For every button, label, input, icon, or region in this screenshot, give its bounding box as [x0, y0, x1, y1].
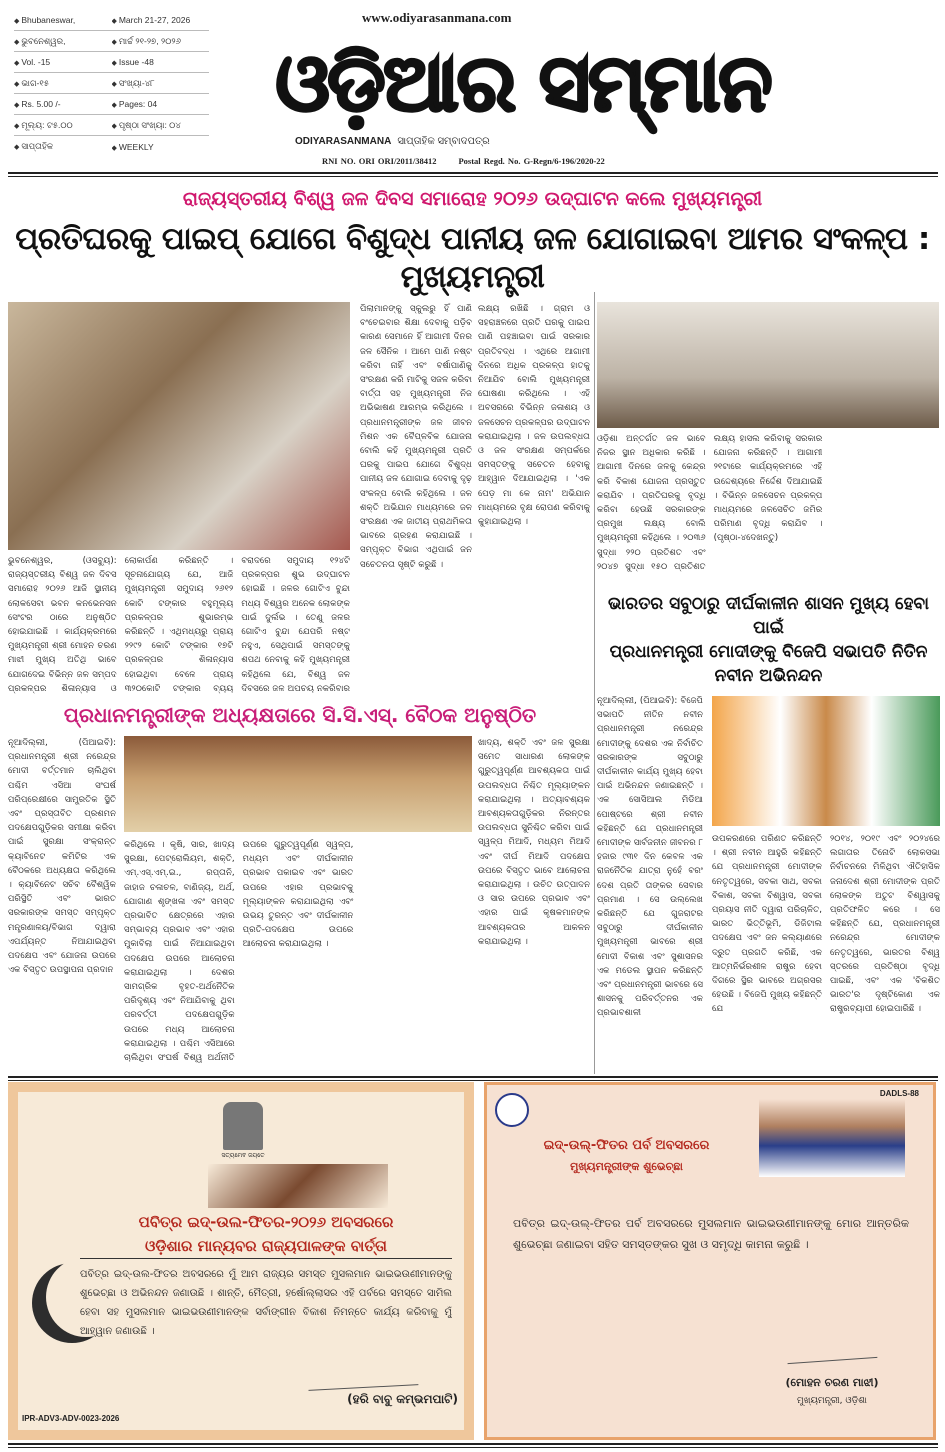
modi-body-2: ଉପକରଣରେ ପରିଣତ କରିଛନ୍ତି । ଶ୍ରୀ ନବୀନ ଆହୁରି କହିଛନ୍ତି ଯେ ପ୍ରଧାନମନ୍ତ୍ରୀ ମୋଦୀଙ୍କ ନେତୃତ୍ୱରେ, ସବକା ସାଥ, ସବକା ବିକାଶ, ସବକା ବିଶ୍ୱାସ, ସବକା ପ୍ରୟାସ ନୀତି ଦ୍ୱାରା ପରିଚାଳିତ, ଭାରତ ଭିତ୍ତିଭୂମି, ଡିଜିଟାଲ ପଦକ୍ଷେପ ଏବଂ ଜନ କଲ୍ୟାଣରେ ଦ୍ରୁତ ପ୍ରଗତି କରିଛି, ଏକ ଆତ୍ମନିର୍ଭରଶୀଳ ରାଷ୍ଟ୍ର ହେବା ଦିଗରେ ସ୍ଥିର ଭାବରେ ଅଗ୍ରସର ହେଉଛି । ବିଜେପି ମୁଖ୍ୟ କହିଛନ୍ତି ଯେ — [712, 834, 822, 1015]
registration-info — [322, 156, 605, 166]
masthead-logo: ଓଡ଼ିଆର ସମ୍ମାନ — [275, 39, 771, 129]
modi-body-3: ୨୦୧୪, ୨୦୧୯ ଏବଂ ୨୦୨୪ରେ ଲଗାତାର ତିନୋଟି ଲୋକସଭା ନିର୍ବାଚନରେ ମିଳିଥିବା ଐତିହାସିକ ଜନାଦେଶ ଶ୍ରୀ ମୋଦୀଙ୍କ ପ୍ରତି ଲୋକଙ୍କ ଅତୁଟ ବିଶ୍ୱାସକୁ ପ୍ରତିଫଳିତ କରେ । ସେ କହିଛନ୍ତି ଯେ, ପ୍ରଧାନମନ୍ତ୍ରୀ ନରେନ୍ଦ୍ର ମୋଦୀଙ୍କ ନେତୃତ୍ୱରେ, ଭାରତର ବିଶ୍ୱ ସ୍ତରରେ ପ୍ରତିଷ୍ଠା ବୃଦ୍ଧି ପାଇଛି, ଏବଂ ଏକ 'ବିକଶିତ ଭାରତ'ର ଦୃଷ୍ଟିକୋଣ ଏକ ରାଷ୍ଟ୍ରବ୍ୟାପୀ ହୋଇପାରିଛି । — [830, 834, 940, 1015]
issue-or: ◆ ସଂଖ୍ୟା-୪୮ — [112, 78, 210, 89]
lead-body-3: ଲକ୍ଷ୍ୟ ରଖିଛି । ଗ୍ରାମ ଓ ସହରାଞ୍ଚଳରେ ପ୍ରତି ଘରକୁ ପାଇପ ପାଣି ପହଞ୍ଚାଇବା ପାଇଁ ସରକାର ପ୍ରତିବଦ୍ଧ । ଏଥିରେ ଆଗାମୀ ଦିନରେ ଅଧିକ ପ୍ରକଳ୍ପ ହାତକୁ ନିଆଯିବ ବୋଲି ମୁଖ୍ୟମନ୍ତ୍ରୀ ଘୋଷଣା କରିଥିଲେ । ଏହି ଅବସରରେ ବିଭିନ୍ନ ଜଳାଶୟ ଓ ଜଳସେଚନ ପ୍ରକଳ୍ପର ଉଦ୍‌ଘାଟନ କରାଯାଇଥିଲା । ଜଳ ଉପଲବ୍ଧତା ଓ ଜଳ ସଂରକ୍ଷଣ ସମ୍ପର୍କରେ ସମସ୍ତଙ୍କୁ ସଚେତନ ହେବାକୁ ଆହ୍ୱାନ ଦିଆଯାଇଥିଲା । 'ଏକ ପେଡ଼ ମା କେ ନାମ' ଅଭିଯାନ ମାଧ୍ୟମରେ ବୃକ୍ଷ ରୋପଣ କରିବାକୁ କୁହାଯାଇଥିଲା । — [478, 304, 590, 528]
volume-or: ◆ ଭାଗ-୧୫ — [14, 78, 112, 89]
date-en: ◆ March 21-27, 2026 — [112, 15, 210, 25]
cm-ad-title — [499, 1135, 754, 1177]
paper-name-en: ODIYARASANMANA — [295, 136, 392, 147]
masthead-subtitle — [295, 136, 490, 147]
cm-ad-text — [499, 1135, 909, 1335]
governor-ad-code: IPR-ADV3-ADV-0023-2026 — [22, 1414, 120, 1423]
issue-en: ◆ Issue -48 — [112, 57, 210, 67]
lead-headline: ପ୍ରତିଘରକୁ ପାଇପ୍ ଯୋଗେ ବିଶୁଦ୍ଧ ପାନୀୟ ଜଳ ଯୋଗାଇବା ଆମର ସଂକଳ୍ପ : ମୁଖ୍ୟମନ୍ତ୍ରୀ — [15, 221, 930, 295]
cm-signature — [787, 1344, 878, 1364]
cm-name: (ମୋହନ ଚରଣ ମାଝୀ) — [785, 1376, 879, 1389]
rni-number: RNI NO. ORI ORI/2011/38412 — [322, 156, 437, 166]
ccs-headline: ପ୍ରଧାନମନ୍ତ୍ରୀଙ୍କ ଅଧ୍ୟକ୍ଷତାରେ ସି.ସି.ଏସ୍. ବୈଠକ ଅନୁଷ୍ଠିତ — [63, 703, 537, 727]
ads-divider — [8, 1076, 938, 1081]
price-or: ◆ ମୂଲ୍ୟ: ଟ୫.୦୦ — [14, 120, 112, 131]
frequency-or: ◆ ସାପ୍ତାହିକ — [14, 141, 112, 152]
pages-or: ◆ ପୃଷ୍ଠା ସଂଖ୍ୟା: ୦୪ — [112, 120, 210, 131]
city-or: ◆ ଭୁବନେଶ୍ୱର, — [14, 36, 112, 47]
governor-ad-title — [80, 1210, 452, 1259]
ccs-middle — [124, 736, 472, 1074]
governor-name: (ହରି ବାବୁ କମ୍ଭମପାଟି) — [347, 1392, 458, 1406]
modi-headline-line2: ପ୍ରଧାନମନ୍ତ୍ରୀ ମୋଦୀଙ୍କୁ ବିଜେପି ସଭାପତି ନିତିନ ନବୀନ ଅଭିନନ୍ଦନ — [609, 642, 928, 686]
modi-story — [597, 592, 940, 1074]
photo-cm-inauguration — [8, 302, 350, 550]
volume-en: ◆ Vol. -15 — [14, 57, 112, 67]
lead-body-2: ପିଲାମାନଙ୍କୁ ସ୍କୁଲରୁ ହିଁ ପାଣି ବଂଚେଇବାର ଶିକ୍ଷା ଦେବାକୁ ପଡ଼ିବ କାରଣ ସେମାନେ ହିଁ ଆଗାମୀ ଦିନର ଜଳ ସୈନିକ । ଆମେ ପାଣି ନଷ୍ଟ କରିବା ନାହିଁ ଏବଂ ବର୍ଷାପାଣିକୁ ସଂରକ୍ଷଣ କରି ମାଟିକୁ ସଜଳ କରିବା ବାର୍ତ୍ତା ସହ ମୁଖ୍ୟମନ୍ତ୍ରୀ ନିଜ ଅଭିଭାଷଣ ଆରମ୍ଭ କରିଥିଲେ । ପ୍ରଧାନମନ୍ତ୍ରୀଙ୍କ ଜଳ ଜୀବନ ମିଶନ ଏକ ବୈପ୍ଳବିକ ଯୋଜନା ବୋଲି କହି ମୁଖ୍ୟମନ୍ତ୍ରୀ ପ୍ରତି ଘରକୁ ପାଇପ ଯୋଗେ ବିଶୁଦ୍ଧ ପାନୀୟ ଜଳ ଯୋଗାଇ ଦେବାକୁ ଦୃଢ଼ ସଂକଳ୍ପ ବୋଲି କହିଥିଲେ । ଜଳ ଶକ୍ତି ଅଭିଯାନ ମାଧ୍ୟମରେ ଜଳ ସଂରକ୍ଷଣ ଏକ ଜାତୀୟ ପ୍ରାଥମିକତା ଭାବରେ ଗ୍ରହଣ କରାଯାଇଛି । ସମ୍ପୃକ୍ତ ବିଭାଗ ଏଥିପାଇଁ ଜନ ସଚେତନତା ସୃଷ୍ଟି କରୁଛି । — [360, 304, 472, 570]
photo-governor — [208, 1164, 388, 1208]
odisha-emblem-icon — [495, 1093, 529, 1127]
lead-kicker: ରାଜ୍ୟସ୍ତରୀୟ ବିଶ୍ୱ ଜଳ ଦିବସ ସମାରୋହ ୨୦୨୬ ଉଦ୍‌ଘାଟନ କଲେ ମୁଖ୍ୟମନ୍ତ୍ରୀ — [182, 188, 763, 210]
governor-signature — [308, 1367, 419, 1391]
national-emblem-icon — [223, 1102, 263, 1150]
lead-body-4: ଓଡ଼ିଶା ଅନ୍ତର୍ଗତ ଜଳ ଭାବେ ନିଜର ସ୍ଥାନ ଅଧିକାର କରିଛି । ଆଗାମୀ ଦିନରେ ଜଳକୁ କେନ୍ଦ୍ର କରି ବିକାଶ ଯୋଜନା ପ୍ରସ୍ତୁତ କରାଯିବ । ପ୍ରତିଘରକୁ ବୃଦ୍ଧି କରିବା ହେଉଛି ସରକାରଙ୍କ ପ୍ରମୁଖ ଲକ୍ଷ୍ୟ ବୋଲି ମୁଖ୍ୟମନ୍ତ୍ରୀ କହିଥିଲେ । ୨୦୩୬ ସୁଦ୍ଧା ୨୨୦ ପ୍ରତିଶତ ଏବଂ ୨୦୪୭ ସୁଦ୍ଧା ୧୫୦ ପ୍ରତିଶତ ଲକ୍ଷ୍ୟ ହାସଲ କରିବାକୁ ସରକାର ଯୋଜନା କରିଛନ୍ତି । ଆଗାମୀ ୨୧ଟାରେ କାର୍ଯ୍ୟକ୍ରମରେ ଏହି ଉଦ୍ଦେଶ୍ୟରେ ନିର୍ଦ୍ଦେଶ ଦିଆଯାଇଛି । ବିଭିନ୍ନ ଜଳସେଚନ ପ୍ରକଳ୍ପ ମାଧ୍ୟମରେ ଜଳସେଚିତ ଜମିର ପରିମାଣ ବୃଦ୍ଧି କରାଯିବ । (ପୃଷ୍ଠା-୪ଦେଖନ୍ତୁ) — [597, 434, 823, 572]
modi-headline-line1: ଭାରତର ସବୁଠାରୁ ଦୀର୍ଘକାଳୀନ ଶାସନ ମୁଖ୍ୟ ହେବା ପାଇଁ — [608, 594, 929, 638]
column-rule — [594, 292, 595, 1074]
governor-ad-text — [80, 1210, 452, 1366]
city-en: ◆ Bhubaneswar, — [14, 15, 112, 25]
header-divider — [8, 172, 938, 177]
governor-ad — [8, 1082, 474, 1440]
postal-reg: Postal Regd. No. G-Regn/6-196/2020-22 — [458, 156, 605, 166]
governor-ad-body: ପବିତ୍ର ଇଦ୍-ଉଲ-ଫିତର ଅବସରରେ ମୁଁ ଆମ ରାଜ୍ୟର ସମସ୍ତ ମୁସଲମାନ ଭାଇଭଉଣୀମାନଙ୍କୁ ଶୁଭେଚ୍ଛା ଓ ଅଭିନନ୍ଦନ ଜଣାଉଛି । ଶାନ୍ତି, ମୈତ୍ରୀ, ହର୍ଷୋଲ୍ଲାସର ଏହି ପର୍ବରେ ସମସ୍ତେ ସାମିଲ ହେବା ସହ ମୁସଲମାନ ଭାଇଭଉଣୀମାନଙ୍କ ସର୍ବାଙ୍ଗୀନ ବିକାଶ ନିମନ୍ତେ କାର୍ଯ୍ୟ କରିବାକୁ ମୁଁ ଆହ୍ୱାନ ଜଣାଉଛି । — [80, 1269, 452, 1337]
photo-ccs-meeting — [124, 736, 472, 832]
cm-ad — [484, 1082, 936, 1440]
modi-body-1: ନୂଆଦିଲ୍ଲୀ, (ପିଆଇବି): ବିଜେପି ସଭାପତି ନୀତିନ ନବୀନ ପ୍ରଧାନମନ୍ତ୍ରୀ ନରେନ୍ଦ୍ର ମୋଦୀଙ୍କୁ ଦେଶର ଏକ ନିର୍ବାଚିତ ସରକାରଙ୍କ ସବୁଠାରୁ ଦୀର୍ଘକାଳୀନ କାର୍ଯ୍ୟ ମୁଖ୍ୟ ହେବା ପାଇଁ ଅଭିନନ୍ଦନ ଜଣାଇଛନ୍ତି । ଏକ ସୋସିଆଲ ମିଡିଆ ପୋଷ୍ଟରେ ଶ୍ରୀ ନବୀନ କହିଛନ୍ତି ଯେ ପ୍ରଧାନମନ୍ତ୍ରୀ ମୋଦୀଙ୍କ ସାର୍ବଜନୀନ ଜୀବନର ୮ ହଜାର ୯୩୧ ଦିନ କେବଳ ଏକ ରାଜନୈତିକ ଯାତ୍ରା ନୁହେଁ ବରଂ ଦେଶ ପ୍ରତି ତାଙ୍କର ସେବାର ପ୍ରମାଣ । ସେ ଉଲ୍ଲେଖ କରିଛନ୍ତି ଯେ ଗୁଜରାଟର ସବୁଠାରୁ ଦୀର୍ଘକାଳୀନ ମୁଖ୍ୟମନ୍ତ୍ରୀ ଭାବରେ ଶ୍ରୀ ମୋଦୀ ବିକାଶ ଏବଂ ସୁଶାସନର ଏକ ମଡେଲ ସ୍ଥାପନ କରିଛନ୍ତି ଏବଂ ପ୍ରଧାନମନ୍ତ୍ରୀ ଭାବରେ ସେ ଶାସନକୁ ପରିବର୍ତ୍ତନର ଏକ ପ୍ରଭାବଶାଳୀ — [597, 696, 703, 1019]
lead-body-1: ଭୁବନେଶ୍ୱର, (ଓସବ୍ୟୁ): ରାଜ୍ୟସ୍ତରୀୟ ବିଶ୍ୱ ଜଳ ଦିବସ ସମାରୋହ ୨୦୨୬ ଆଜି ସ୍ଥାନୀୟ ଲୋକସେବା ଭବନ କନଭେନସନ ସେଂଟର ଠାରେ ଅନୁଷ୍ଠିତ ହୋଇଯାଇଛି । କାର୍ଯ୍ୟକ୍ରମରେ ମୁଖ୍ୟମନ୍ତ୍ରୀ ଶ୍ରୀ ମୋହନ ଚରଣ ମାଝୀ ମୁଖ୍ୟ ଅତିଥି ଭାବେ ଯୋଗଦେଇ ବିଭିନ୍ନ ଜଳ ସମ୍ପଦ ପ୍ରକଳ୍ପର ଶିଳାନ୍ୟାସ ଓ ଲୋକାର୍ପଣ କରିଛନ୍ତି । ସୂଚନାଯୋଗ୍ୟ ଯେ, ଆଜି ମୁଖ୍ୟମନ୍ତ୍ରୀ ସମୁଦାୟ ୨୬୧୨ କୋଟି ଟଙ୍କାର ବହୁମୂଲ୍ୟ ପ୍ରକଳ୍ପର ଶୁଭାରମ୍ଭ କରିଛନ୍ତି । ଏଥିମଧ୍ୟରୁ ପ୍ରାୟ ୨୨୯୨ କୋଟି ଟଙ୍କାର ୧୭ଟି ପ୍ରକଳ୍ପର ଶିଳାନ୍ୟାସ ହୋଇଥିବା ବେଳେ ପ୍ରାୟ ୩୨୦କୋଟି ଟଙ୍କାର ବ୍ୟୟ ବରାଦରେ ସମୁଦାୟ ୧୨୪ଟି ପ୍ରକଳ୍ପର ଶୁଭ ଉଦ୍‌ଘାଟନ ହୋଇଛି । ଜଳର ଗୋଟିଏ ବୁନ୍ଦା ମଧ୍ୟ ବିଶ୍ୱର ଅନେକ ଲୋକଙ୍କ ପାଇଁ ଦୁର୍ଲଭ । ତେଣୁ ଜଳର ଗୋଟିଏ ବୁନ୍ଦା ଯେପରି ନଷ୍ଟ ନହୁଏ, ସେଥିପାଇଁ ସମସ୍ତଙ୍କୁ ଶପଥ ନେବାକୁ କହି ମୁଖ୍ୟମନ୍ତ୍ରୀ କହିଥିଲେ ଯେ, ବିଶ୍ୱ ଜଳ ଦିବସରେ ଜଳ ଅପଚୟ ନକରିବାର — [8, 556, 350, 694]
ccs-content — [8, 736, 592, 1074]
modi-headline — [597, 592, 940, 688]
lead-column-4 — [597, 302, 939, 588]
photo-water-day-stage — [597, 302, 939, 428]
cm-ad-code: DADLS-88 — [879, 1089, 919, 1098]
edition-info — [14, 10, 209, 157]
governor-ad-title-2: ଓଡ଼ିଶାର ମାନ୍ୟବର ରାଜ୍ୟପାଳଙ୍କ ବାର୍ତ୍ତା — [80, 1234, 452, 1259]
photo-modi — [712, 696, 940, 826]
modi-content — [597, 694, 940, 1074]
date-or: ◆ ମାର୍ଚ୍ଚ ୨୧-୨୭, ୨୦୨୬ — [112, 36, 210, 47]
pages-en: ◆ Pages: 04 — [112, 99, 210, 109]
governor-ad-title-1: ପବିତ୍ର ଇଦ୍-ଉଲ-ଫିତର-୨୦୨୬ ଅବସରରେ — [138, 1213, 394, 1231]
ccs-body-2: କରିଥିଲେ । କୃଷି, ସାର, ଖାଦ୍ୟ ସୁରକ୍ଷା, ପେଟ୍ରୋଲିୟମ, ଶକ୍ତି, ଏମ୍.ଏସ୍.ଏମ୍.ଇ., ରପ୍ତାନି, ଜାହାଜ ଚଳାଚଳ, ବାଣିଜ୍ୟ, ଅର୍ଥ, ଯୋଗାଣ ଶୃଙ୍ଖଳା ଏବଂ ସମସ୍ତ ପ୍ରଭାବିତ କ୍ଷେତ୍ରରେ ଏହାର ସମ୍ଭାବ୍ୟ ପ୍ରଭାବ ଏବଂ ଏହାର ମୁକାବିଲା ପାଇଁ ନିଆଯାଇଥିବା ପଦକ୍ଷେପ ଉପରେ ଆଲୋଚନା କରାଯାଇଥିଲା । ଦେଶର ସାମଗ୍ରିକ ବୃହତ-ଅର୍ଥନୈତିକ ପରିଦୃଶ୍ୟ ଏବଂ ନିଆଯିବାକୁ ଥିବା ପରବର୍ତ୍ତୀ ପଦକ୍ଷେପଗୁଡ଼ିକ ଉପରେ ମଧ୍ୟ ଆଲୋଚନା କରାଯାଇଥିଲା । ପଶ୍ଚିମ ଏସିଆରେ ଚାଲିଥିବା ସଂଘର୍ଷ ବିଶ୍ୱ ଅର୍ଥନୀତି ଉପରେ ଗୁରୁତ୍ୱପୂର୍ଣ୍ଣ ସ୍ୱଳ୍ପ, ମଧ୍ୟମ ଏବଂ ଦୀର୍ଘକାଳୀନ ପ୍ରଭାବ ପକାଇବ ଏବଂ ଭାରତ ଉପରେ ଏହାର ପ୍ରଭାବକୁ ମୂଲ୍ୟାଙ୍କନ କରାଯାଇଥିଲା ଏବଂ ଉଭୟ ତୁରନ୍ତ ଏବଂ ଦୀର୍ଘକାଳୀନ ପ୍ରତି-ପଦକ୍ଷେପ ଉପରେ ଆଲୋଚନା କରାଯାଇଥିଲା । — [124, 840, 354, 1064]
cm-ad-title-1: ଇଦ୍-ଉଲ୍-ଫିତର ପର୍ବ ଅବସରରେ — [543, 1138, 710, 1153]
website-url[interactable]: www.odiyarasanmana.com — [362, 10, 512, 25]
frequency-en: ◆ WEEKLY — [112, 142, 210, 152]
ccs-body-3: ଖାଦ୍ୟ, ଶକ୍ତି ଏବଂ ଜଳ ସୁରକ୍ଷା ସମେତ ସାଧାରଣ ଲୋକଙ୍କ ଗୁରୁତ୍ୱପୂର୍ଣ୍ଣ ଆବଶ୍ୟକତା ପାଇଁ ଉପଲବ୍ଧତା ନିଶ୍ଚିତ ମୂଲ୍ୟାଙ୍କନ କରାଯାଇଥିଲା । ଅତ୍ୟାବଶ୍ୟକ ଆବଶ୍ୟକତାଗୁଡ଼ିକର ନିରନ୍ତର ଉପଲବ୍ଧତା ସୁନିଶ୍ଚିତ କରିବା ପାଇଁ ସ୍ୱଳ୍ପ ମିଆଦି, ମଧ୍ୟମ ମିଆଦି ଏବଂ ଦୀର୍ଘ ମିଆଦି ପଦକ୍ଷେପ ଉପରେ ବିସ୍ତୃତ ଭାବେ ଆଲୋଚନା କରାଯାଇଥିଲା । ଉଚିତ ଉତ୍ପାଦନ ଓ ସାର ଉପରେ ପ୍ରଭାବ ଏବଂ ଏହାର ପାଇଁ କୃଷକମାନଙ୍କ ଆବଶ୍ୟକତାର ଆକଳନ କରାଯାଇଥିଲା । — [478, 738, 590, 947]
lead-column-1 — [8, 302, 350, 700]
cm-ad-title-2: ମୁଖ୍ୟମନ୍ତ୍ରୀଙ୍କ ଶୁଭେଚ୍ଛା — [570, 1160, 683, 1173]
emblem-caption: ସତ୍ୟମେବ ଜୟତେ — [221, 1152, 265, 1159]
ccs-story — [8, 702, 592, 1074]
cm-designation: ମୁଖ୍ୟମନ୍ତ୍ରୀ, ଓଡ଼ିଶା — [797, 1396, 867, 1406]
price-en: ◆ Rs. 5.00 /- — [14, 99, 112, 109]
cm-ad-body: ପବିତ୍ର ଇଦ୍-ଉଲ୍-ଫିତର ପର୍ବ ଅବସରରେ ମୁସଲମାନ ଭାଇଭଉଣୀମାନଙ୍କୁ ମୋର ଆନ୍ତରିକ ଶୁଭେଚ୍ଛା ଜଣାଇବା ସହିତ ସମସ୍ତଙ୍କର ସୁଖ ଓ ସମୃଦ୍ଧି କାମନା କରୁଛି । — [513, 1217, 909, 1251]
footer-divider — [8, 1443, 938, 1448]
paper-tagline: ସାପ୍ତାହିକ ସମ୍ବାଦପତ୍ର — [397, 136, 490, 147]
ccs-body-1: ନୂଆଦିଲ୍ଲୀ, (ପିଆଇବି): ପ୍ରଧାନମନ୍ତ୍ରୀ ଶ୍ରୀ ନରେନ୍ଦ୍ର ମୋଦୀ ବର୍ତ୍ତମାନ ଚାଲିଥିବା ପଶ୍ଚିମ ଏସିଆ ସଂଘର୍ଷ ପରିପ୍ରେକ୍ଷୀରେ ସାମ୍ପ୍ରତିକ ସ୍ଥିତି ଏବଂ ପ୍ରସ୍ତାବିତ ପ୍ରଶମନ ପଦକ୍ଷେପଗୁଡ଼ିକର ସମୀକ୍ଷା କରିବା ପାଇଁ ସୁରକ୍ଷା ସଂକ୍ରାନ୍ତ କ୍ୟାବିନେଟ କମିଟିର ଏକ ବୈଠକରେ ଅଧ୍ୟକ୍ଷତା କରିଥିଲେ । କ୍ୟାବିନେଟ ସଚିବ ବୈଶ୍ୱିକ ପରିସ୍ଥିତି ଏବଂ ଭାରତ ସରକାରଙ୍କ ସମସ୍ତ ସମ୍ପୃକ୍ତ ମନ୍ତ୍ରଣାଳୟ/ବିଭାଗ ଦ୍ୱାରା ଏପର୍ଯ୍ୟନ୍ତ ନିଆଯାଇଥିବା ପଦକ୍ଷେପ ଏବଂ ଯୋଜନା ଉପରେ ଏକ ବିସ୍ତୃତ ଉପସ୍ଥାପନା ପ୍ରଦାନ — [8, 738, 116, 976]
